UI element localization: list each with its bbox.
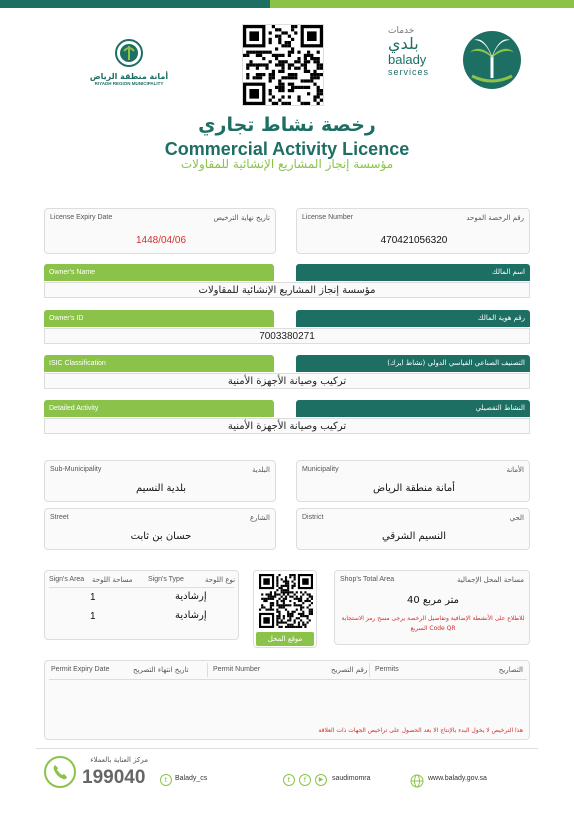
street-label-ar: الشارع: [249, 514, 270, 522]
isic-label-ar: التصنيف الصناعي القياسي الدولي (نشاط ايزك): [296, 355, 530, 372]
riyadh-municipality-logo: [86, 38, 172, 94]
district-value: النسيم الشرقي: [382, 531, 446, 542]
isic-value: تركيب وصيانة الأجهزة الأمنية: [44, 373, 530, 389]
license-expiry-label-ar: تاريخ نهاية الترخيص: [213, 214, 270, 222]
municipality-label-ar: الأمانة: [506, 466, 524, 474]
shop-area-value: 40 متر مربع: [407, 595, 459, 606]
permits-label-en: Permits: [375, 666, 399, 673]
municipality-label-en: Municipality: [302, 466, 339, 473]
location-qr-card[interactable]: [253, 570, 317, 648]
owner-name-value: مؤسسة إنجاز المشاريع الإنشائية للمقاولات: [44, 282, 530, 298]
sub-municipality-label-ar: البلدية: [252, 466, 270, 474]
owner-id-value: 7003380271: [44, 328, 530, 344]
twitter-icon[interactable]: t: [160, 774, 172, 786]
sub-municipality-box: [44, 460, 276, 502]
owner-id-label-en: Owner's ID: [44, 310, 274, 327]
balady-palm-logo: [462, 30, 522, 90]
title-arabic: رخصة نشاط تجاري: [198, 114, 376, 136]
detailed-activity-label-en: Detailed Activity: [44, 400, 274, 417]
shop-area-label-en: Shop's Total Area: [340, 576, 395, 583]
permit-number-label-en: Permit Number: [213, 666, 261, 673]
balady-en: balady: [388, 52, 427, 67]
location-qr-label: موقع المحل: [256, 632, 314, 646]
license-expiry-value: 1448/04/06: [135, 235, 187, 246]
license-expiry-box: [44, 208, 276, 254]
balady-ar: بلدي: [388, 34, 419, 53]
sign-row-1-area: 1: [90, 592, 96, 603]
detailed-activity-value: تركيب وصيانة الأجهزة الأمنية: [44, 418, 530, 434]
district-box: [296, 508, 530, 550]
globe-icon: [410, 773, 424, 787]
permit-expiry-label-en: Permit Expiry Date: [51, 666, 110, 673]
license-number-box: [296, 208, 530, 254]
municipality-logo-en: RIYADH REGION MUNICIPALITY: [94, 81, 164, 86]
sign-type-label-en: Sign's Type: [148, 576, 184, 583]
shop-area-box: [334, 570, 530, 645]
shop-area-label-ar: مساحة المحل الإجمالية: [456, 576, 524, 584]
entity-name-subtitle: مؤسسة إنجاز المشاريع الإنشائية للمقاولات: [180, 157, 394, 171]
municipality-logo-ar: أمانة منطقة الرياض: [89, 72, 169, 81]
facebook-icon[interactable]: f: [299, 774, 311, 786]
location-qr-code[interactable]: [259, 574, 313, 628]
street-box: [44, 508, 276, 550]
district-label-en: District: [302, 514, 324, 521]
care-center-label: مركز العناية بالعملاء: [90, 756, 148, 764]
balady-wordmark: [388, 26, 458, 96]
street-value: حسان بن ثابت: [130, 531, 192, 542]
permits-header-divider: [49, 679, 527, 680]
owner-name-label-en: Owner's Name: [44, 264, 274, 281]
sub-municipality-value: بلدية النسيم: [135, 483, 187, 494]
sign-type-label-ar: نوع اللوحة: [205, 576, 236, 584]
isic-label-en: ISIC Classification: [44, 355, 274, 372]
district-label-ar: الحي: [509, 514, 524, 522]
sign-row-2-area: 1: [90, 611, 96, 622]
owner-name-label-ar: اسم المالك: [296, 264, 530, 281]
permit-expiry-label-ar: تاريخ انتهاء التصريح: [133, 666, 189, 674]
youtube-icon[interactable]: ▶: [315, 774, 327, 786]
street-label-en: Street: [50, 514, 69, 521]
phone-icon: [44, 756, 76, 788]
sub-municipality-label-en: Sub-Municipality: [50, 466, 102, 473]
municipality-box: [296, 460, 530, 502]
signs-divider: [49, 587, 234, 588]
top-accent-bar-green: [270, 0, 574, 8]
permit-number-label-ar: رقم التصريح: [331, 666, 368, 674]
riyadh-emblem-icon: [114, 38, 144, 68]
balady-services: services: [388, 67, 430, 77]
qr-scan-note: للاطلاع على الأنشطة الإضافية وتفاصيل الرخصة يرجى مسح رمز الاستجابة السريع Code QR: [341, 615, 525, 632]
owner-id-label-ar: رقم هوية المالك: [296, 310, 530, 327]
twitter-icon-2[interactable]: t: [283, 774, 295, 786]
permits-box: [44, 660, 530, 740]
signs-box: [44, 570, 239, 640]
permits-note: هذا الترخيص لا يخول البدء بالإنتاج الا بعد الحصول على تراخيص الجهات ذات العلاقة: [318, 727, 523, 734]
license-qr-code: [242, 24, 324, 106]
title-english: Commercial Activity Licence: [164, 139, 410, 159]
license-expiry-label-en: License Expiry Date: [50, 214, 113, 221]
detailed-activity-label-ar: النشاط التفصيلي: [296, 400, 530, 417]
permits-col-divider-2: [369, 663, 370, 677]
license-number-label-ar: رقم الرخصة الموحد: [466, 214, 524, 222]
license-number-label-en: License Number: [302, 214, 353, 221]
permits-col-divider-1: [207, 663, 208, 677]
sign-row-1-type: إرشادية: [175, 591, 207, 602]
footer-divider: [36, 748, 538, 749]
social-handle[interactable]: saudimomra: [332, 775, 371, 782]
palm-logo-icon: [462, 30, 522, 90]
balady-ar-top: خدمات: [388, 26, 415, 36]
sign-area-label-ar: مساحة اللوحة: [92, 576, 133, 584]
municipality-value: أمانة منطقة الرياض: [373, 483, 455, 494]
website-link[interactable]: www.balady.gov.sa: [428, 775, 487, 782]
sign-row-2-type: إرشادية: [175, 610, 207, 621]
sign-area-label-en: Sign's Area: [49, 576, 85, 583]
permits-label-ar: التصاريح: [498, 666, 523, 674]
twitter-cs-handle[interactable]: Balady_cs: [175, 775, 208, 782]
care-center-phone[interactable]: 199040: [82, 767, 146, 788]
license-number-value: 470421056320: [380, 235, 448, 246]
